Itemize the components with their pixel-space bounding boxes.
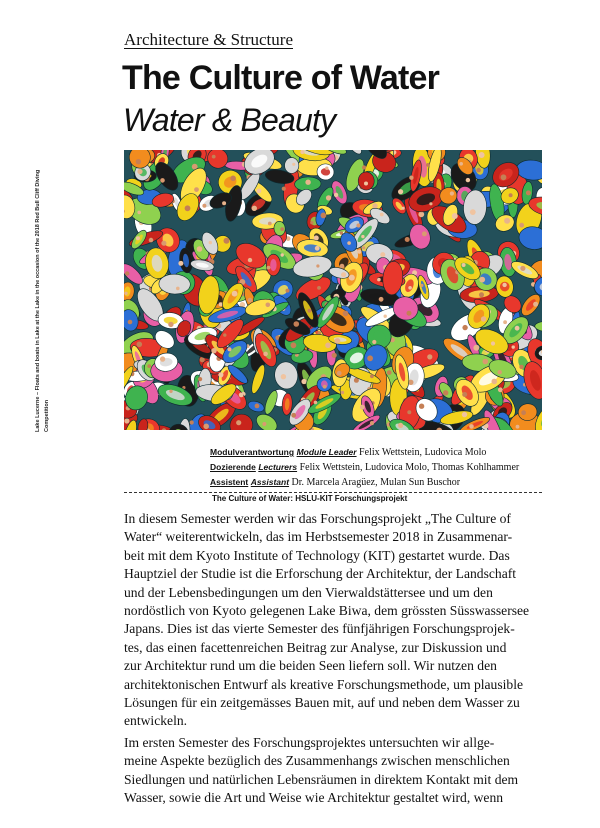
text-line: tes, das einen facettenreichen Beitrag zur Analyse, zur Diskussion und <box>124 639 507 655</box>
text-line: beit mit dem Kyoto Institute of Technology (KIT) gestartet wurde. Das <box>124 547 510 563</box>
text-line: zur Architektur rund um die beiden Seen liefern soll. Wir nutzen den <box>124 658 497 674</box>
dashed-divider <box>124 492 542 493</box>
text-line: architektonischen Entwurf als kreative Forschungsmethode, um plausible <box>124 676 524 692</box>
text-line: und der Lebensbedingungen um den Vierwaldstättersee und um den <box>124 584 493 600</box>
text-line: Lösungen für ein zeitgemässes Bauen mit, auf und neben dem Wasser zu <box>124 695 520 711</box>
credits-block <box>210 445 519 490</box>
crowd-of-floats-image <box>124 150 542 430</box>
body-paragraph-1 <box>124 510 550 731</box>
text-line: Hauptziel der Studie ist die Erforschung der Architektur, der Landschaft <box>124 566 517 582</box>
body-paragraph-2 <box>124 734 550 808</box>
photo-credit: Lake Lucerne – Floats and boats in Lake at the Lake in the occasion of the 2018 Red Bull Cliff Diving Competition <box>35 169 50 432</box>
credit-label: Modulverantwortung <box>210 447 295 457</box>
credit-line-module-leader <box>210 445 519 460</box>
text-line: Japans. Dies ist das vierte Semester des fünfjährigen Forschungsprojek- <box>124 621 515 637</box>
credit-line-lecturers <box>210 460 519 475</box>
text-line: nordöstlich von Kyoto gelegenen Lake Biwa, dem grössten Süsswassersee <box>124 603 530 619</box>
text-line: Wasser, sowie die Art und Weise wie Architektur gestaltet wird, wenn <box>124 790 504 806</box>
credit-names: Felix Wettstein, Ludovica Molo <box>359 447 487 458</box>
credit-label-en: Module Leader <box>296 447 357 457</box>
text-line: Im ersten Semester des Forschungsprojektes untersuchten wir allge- <box>124 735 495 750</box>
text-line: In diesem Semester werden wir das Forschungsprojekt „The Culture of <box>124 511 511 526</box>
credit-names: Felix Wettstein, Ludovica Molo, Thomas Kohlhammer <box>299 462 520 473</box>
section-caption: The Culture of Water: HSLU-KIT Forschungsprojekt <box>212 494 408 503</box>
credit-label-en: Assistant <box>250 477 290 487</box>
text-line: meine Aspekte bezüglich des Zusammenhangs zwischen menschlichen <box>124 753 510 769</box>
page-subtitle: Water & Beauty <box>123 102 336 138</box>
text-line: Water“ weiterentwickeln, das im Herbstsemester 2018 in Zusammenar- <box>124 529 513 545</box>
text-line: entwickeln. <box>124 713 188 729</box>
credit-label-en: Lecturers <box>258 462 298 472</box>
text-line: Siedlungen und natürlichen Lebensräumen in direktem Kontakt mit dem <box>124 771 519 787</box>
hero-photo <box>124 150 542 430</box>
credit-label: Dozierende <box>210 462 256 472</box>
credit-line-assistant <box>210 475 519 490</box>
section-label: Architecture & Structure <box>124 30 293 49</box>
page-title: The Culture of Water <box>122 59 440 97</box>
credit-label: Assistent <box>210 477 249 487</box>
credit-names: Dr. Marcela Aragüez, Mulan Sun Buschor <box>291 477 461 488</box>
